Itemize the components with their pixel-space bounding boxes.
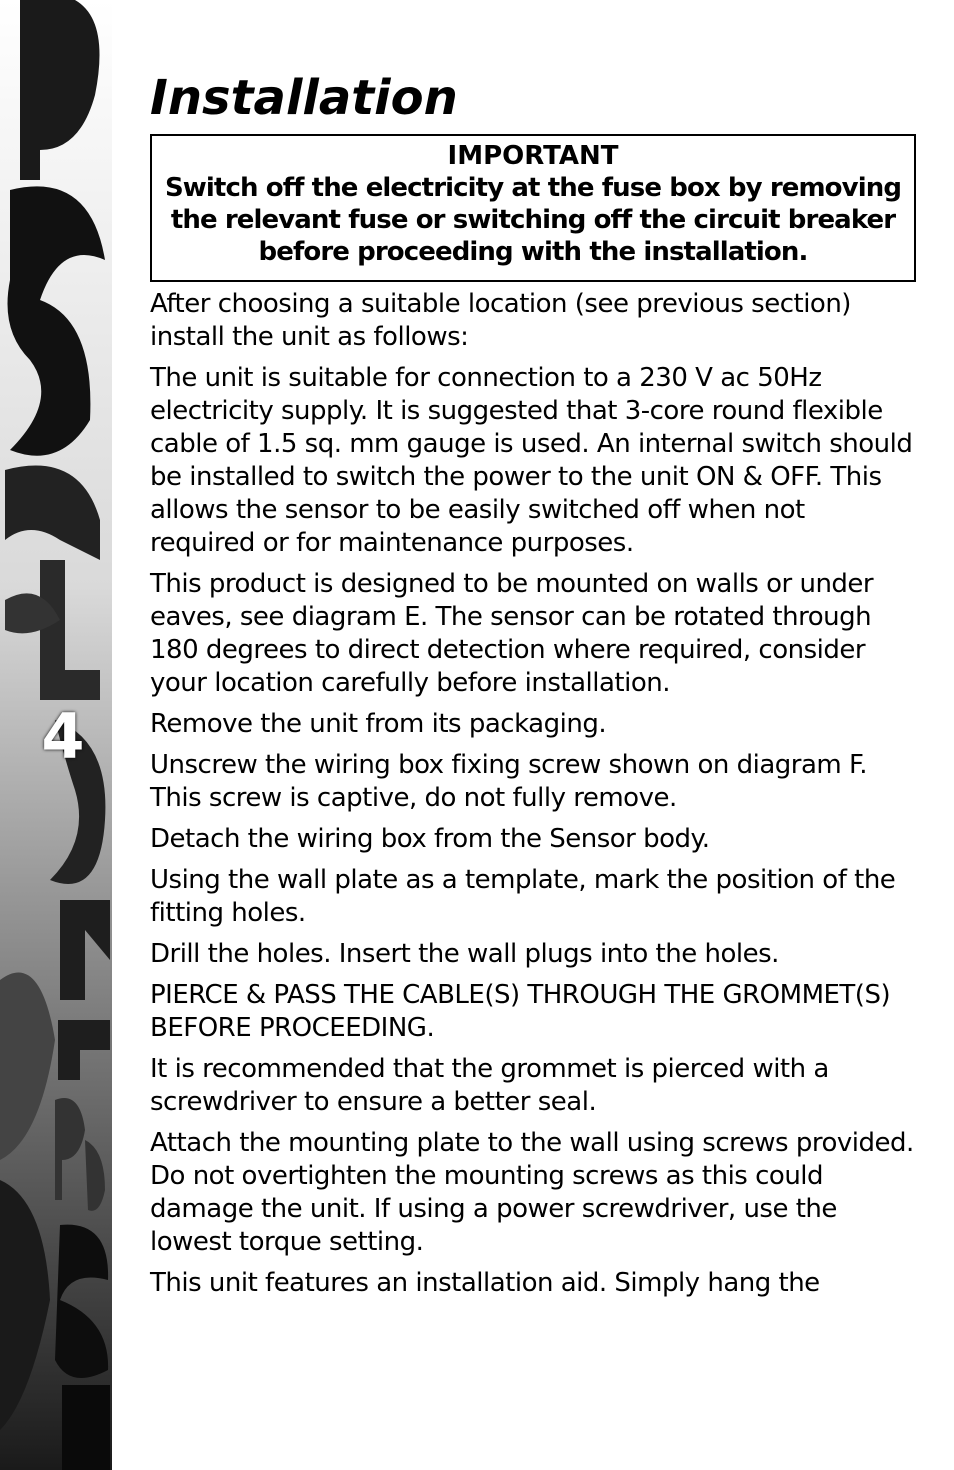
important-notice-box — [150, 134, 916, 282]
paragraph-electricity-supply: The unit is suitable for connection to a 230 V ac 50Hz electricity supply. It is suggested that 3-core round flexible cable of 1.5 sq. mm gauge is used. An internal switch should be installed to switch the power to the unit ON & OFF. This allows the sensor to be easily switched off when not required or for maintenance purposes. — [150, 363, 913, 558]
paragraph-mark-holes: Using the wall plate as a template, mark the position of the fitting holes. — [150, 865, 896, 928]
important-text: Switch off the electricity at the fuse box by removing the relevant fuse or switching off the circuit breaker before proceeding with the installation. — [164, 173, 902, 267]
paragraph-installation-aid: This unit features an installation aid. Simply hang the — [150, 1268, 820, 1298]
page-title: Installation — [150, 70, 458, 126]
page-number: 4 — [41, 700, 85, 773]
paragraph-drill-holes: Drill the holes. Insert the wall plugs into the holes. — [150, 939, 779, 969]
important-heading: IMPORTANT — [447, 141, 619, 171]
main-content — [150, 68, 916, 1308]
decorative-side-band — [0, 0, 112, 1470]
paragraph-attach-mounting-plate: Attach the mounting plate to the wall using screws provided. Do not overtighten the mounting screws as this could damage the unit. If using a power screwdriver, use the lowest torque setting. — [150, 1128, 914, 1257]
paragraph-detach-wiring-box: Detach the wiring box from the Sensor body. — [150, 824, 710, 854]
paragraph-pierce-grommet: PIERCE & PASS THE CABLE(S) THROUGH THE GROMMET(S) BEFORE PROCEEDING. — [150, 980, 891, 1043]
paragraph-location: After choosing a suitable location (see previous section) install the unit as follows: — [150, 289, 851, 352]
paragraph-mounting: This product is designed to be mounted on walls or under eaves, see diagram E. The sensor can be rotated through 180 degrees to direct detection where required, consider your location carefully before installation. — [150, 569, 874, 698]
paragraph-remove-packaging: Remove the unit from its packaging. — [150, 709, 607, 739]
paragraph-grommet-recommendation: It is recommended that the grommet is pierced with a screwdriver to ensure a better seal. — [150, 1054, 829, 1117]
paragraph-unscrew-wiring-box: Unscrew the wiring box fixing screw shown on diagram F. This screw is captive, do not fully remove. — [150, 750, 868, 813]
